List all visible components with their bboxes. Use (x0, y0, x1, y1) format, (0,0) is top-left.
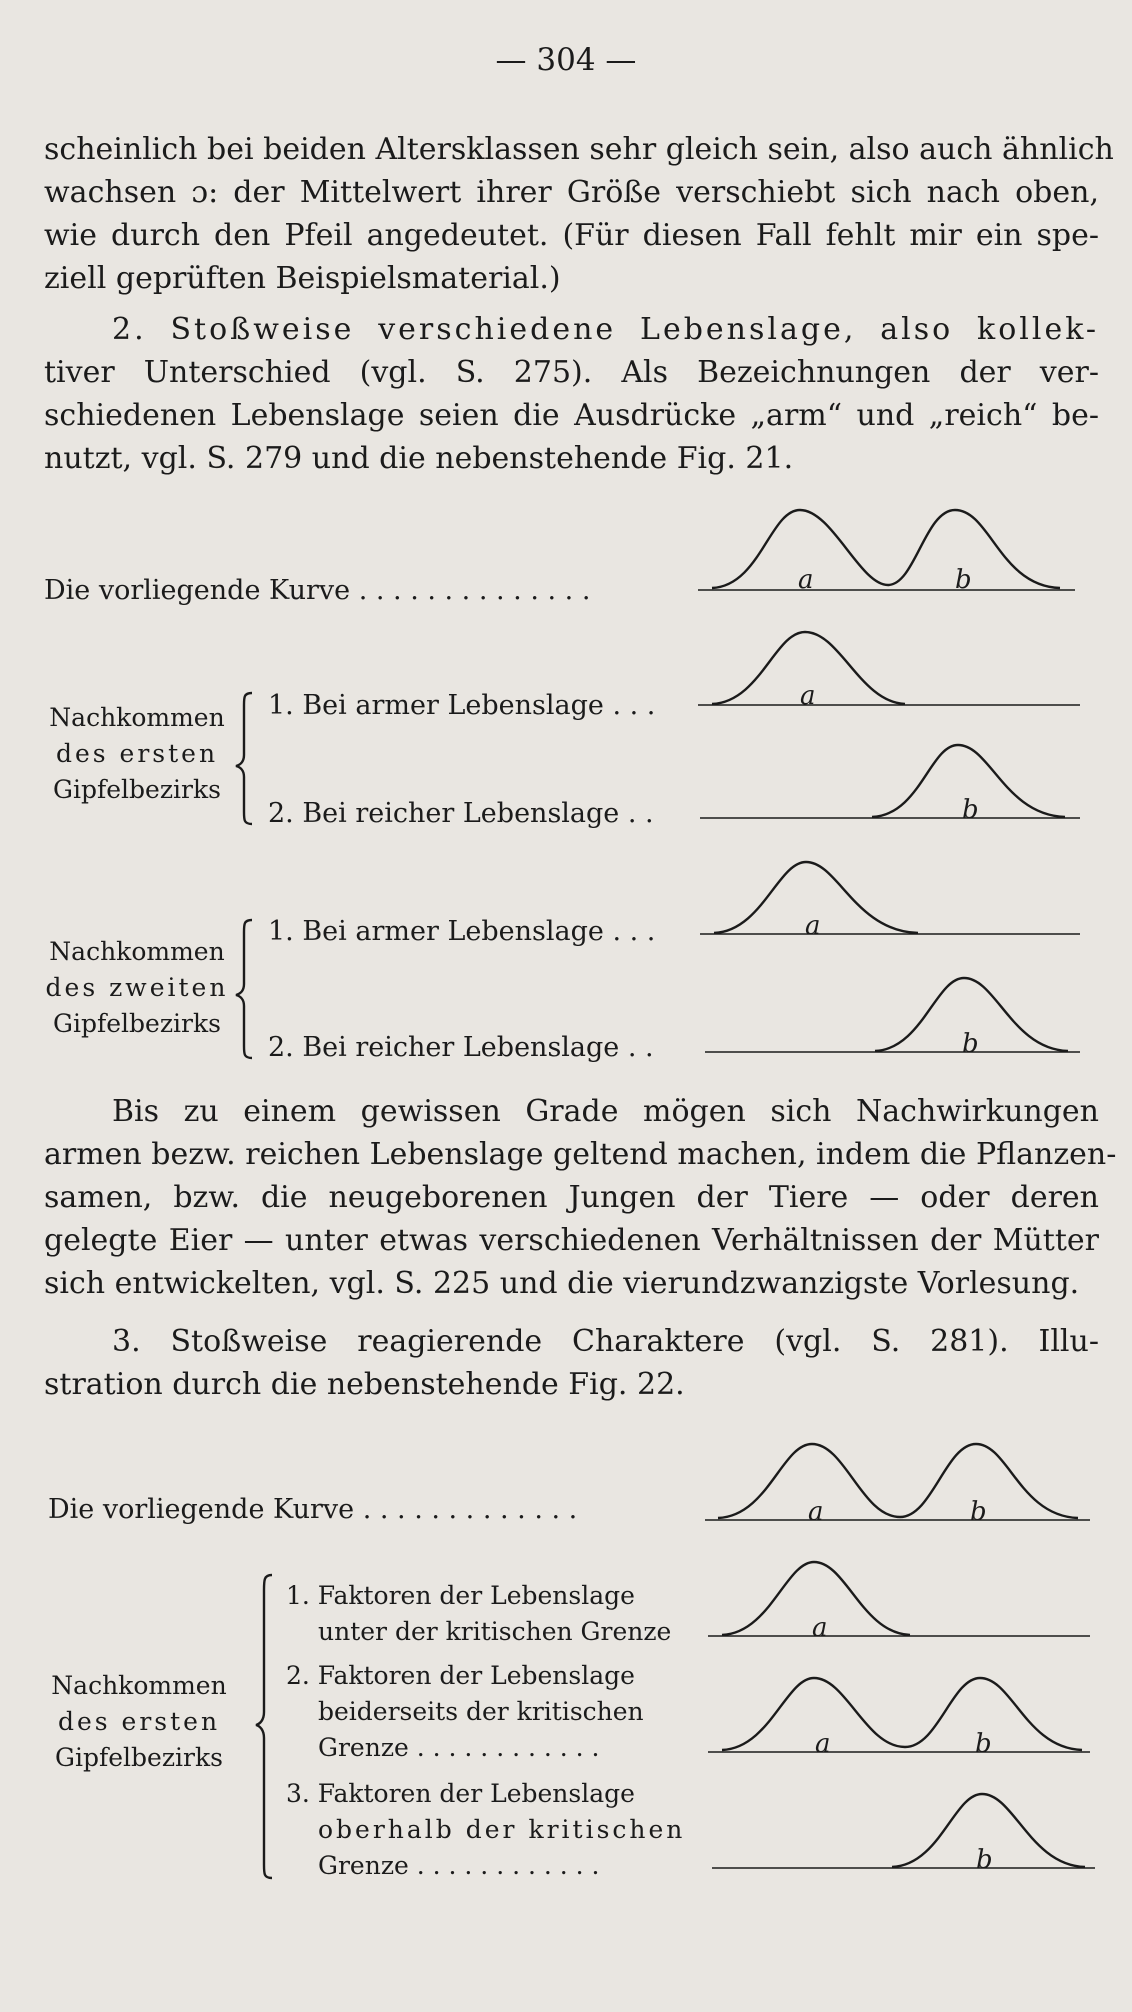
fig21-group1-brace (236, 693, 252, 824)
curve-label-b: b (975, 1729, 992, 1759)
fig22-main-curve (718, 1444, 1078, 1518)
text-line: ziell geprüften Beispielsmaterial.) (44, 261, 561, 296)
text-line: Bis zu einem gewissen Grade mögen sich Nachwirkungen (112, 1094, 1099, 1129)
section-heading-line: 2. Stoßweise verschiedene Lebenslage, also kollek- (112, 312, 1099, 347)
curve-label-a: a (812, 1613, 828, 1643)
text-line: samen, bzw. die neugeborenen Jungen der Tiere — oder deren (44, 1180, 1099, 1215)
fig21-group2-item2: 2. Bei reicher Lebenslage . . (268, 1032, 654, 1063)
text-line: nutzt, vgl. S. 279 und die nebenstehende Fig. 21. (44, 441, 794, 476)
curve-label-b: b (970, 1497, 987, 1527)
fig22-item2-curve (722, 1678, 1082, 1750)
fig22-group-label: Nachkommen des ersten Gipfelbezirks (51, 1671, 227, 1772)
text-line: scheinlich bei beiden Altersklassen sehr gleich sein, also auch ähnlich (44, 132, 1114, 167)
fig21-group1-item1: 1. Bei armer Lebenslage . . . (268, 690, 656, 721)
curve-label-b: b (962, 1029, 979, 1059)
curve-label-a: a (805, 911, 821, 941)
curve-label-a: a (798, 565, 814, 595)
fig21-group1-label: Nachkommen des ersten Gipfelbezirks (49, 703, 225, 804)
curve-label-a: a (800, 681, 816, 711)
text-line: armen bezw. reichen Lebenslage geltend machen, indem die Pflanzen- (44, 1137, 1117, 1172)
text-line: schiedenen Lebenslage seien die Ausdrücke „arm“ und „reich“ be- (44, 398, 1099, 433)
fig21-group2-label: Nachkommen des zweiten Gipfelbezirks (45, 937, 229, 1038)
fig22-item2: 2. Faktoren der Lebenslage beiderseits der kritischen Grenze . . . . . . . . . . . . (286, 1661, 644, 1762)
curve-label-a: a (808, 1497, 824, 1527)
curve-label-b: b (976, 1845, 993, 1875)
text-line: wie durch den Pfeil angedeutet. (Für diesen Fall fehlt mir ein spe- (44, 218, 1099, 253)
fig21-main-curve (712, 510, 1060, 588)
fig21-group2-brace (236, 920, 252, 1058)
text-line: stration durch die nebenstehende Fig. 22. (44, 1367, 685, 1402)
curve-label-a: a (815, 1729, 831, 1759)
fig22-main-label: Die vorliegende Kurve . . . . . . . . . . . . . (48, 1494, 578, 1525)
fig22-item3: 3. Faktoren der Lebenslage oberhalb der kritischen Grenze . . . . . . . . . . . . (286, 1779, 686, 1880)
section-heading-line: 3. Stoßweise reagierende Charaktere (vgl. S. 281). Illu- (112, 1324, 1099, 1359)
page-number: — 304 — (495, 42, 637, 78)
fig21-group1-item2: 2. Bei reicher Lebenslage . . (268, 798, 654, 829)
fig21-group2-item1: 1. Bei armer Lebenslage . . . (268, 916, 656, 947)
fig22-item1: 1. Faktoren der Lebenslage unter der kritischen Grenze (286, 1581, 672, 1646)
fig21-main-label: Die vorliegende Kurve . . . . . . . . . . . . . . (44, 575, 591, 606)
text-line: sich entwickelten, vgl. S. 225 und die vierundzwanzigste Vorlesung. (44, 1266, 1080, 1301)
text-line: tiver Unterschied (vgl. S. 275). Als Bezeichnungen der ver- (44, 355, 1099, 390)
text-line: wachsen ɔ: der Mittelwert ihrer Größe verschiebt sich nach oben, (44, 175, 1099, 210)
curve-label-b: b (962, 795, 979, 825)
curve-label-b: b (955, 565, 972, 595)
fig22-group-brace (256, 1575, 272, 1878)
text-line: gelegte Eier — unter etwas verschiedenen Verhältnissen der Mütter (44, 1223, 1099, 1258)
